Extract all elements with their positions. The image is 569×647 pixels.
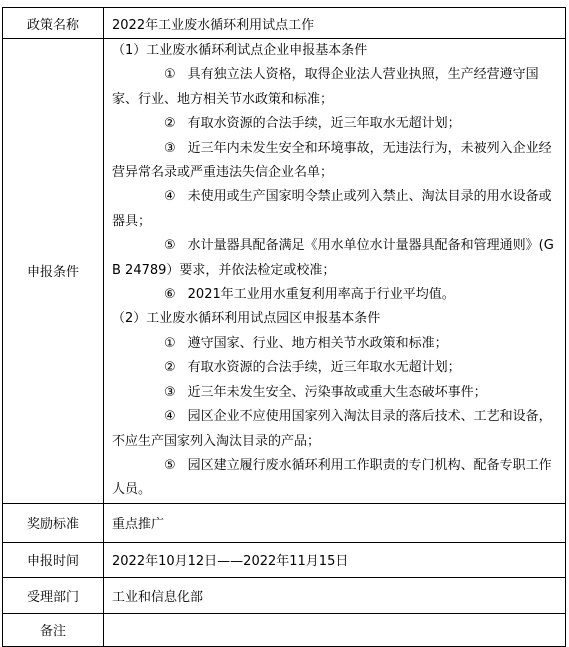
item-number: ③ xyxy=(164,140,176,156)
department-value: 工业和信息化部 xyxy=(104,577,566,613)
item-number: ② xyxy=(164,360,176,376)
time-row xyxy=(3,542,566,577)
reward-label: 奖励标准 xyxy=(3,503,104,542)
conditions-row xyxy=(3,39,566,504)
item-number: ① xyxy=(164,335,176,351)
park-condition-5 xyxy=(112,454,559,503)
note-label: 备注 xyxy=(3,613,104,646)
policy-name-value: 2022年工业废水循环利用试点工作 xyxy=(104,8,566,39)
reward-value: 重点推广 xyxy=(104,503,566,542)
enterprise-condition-6 xyxy=(112,283,559,307)
conditions-label: 申报条件 xyxy=(3,39,104,504)
item-number: ⑤ xyxy=(164,457,176,473)
park-condition-3 xyxy=(112,381,559,405)
item-number: ④ xyxy=(164,409,176,425)
item-number: ⑤ xyxy=(164,238,176,254)
item-text: 遵守国家、行业、地方相关节水政策和标准； xyxy=(187,335,448,351)
item-text: 园区建立履行废水循环利用工作职责的专门机构、配备专职工作人员。 xyxy=(112,457,552,498)
item-number: ① xyxy=(164,67,176,83)
time-value: 2022年10月12日——2022年11月15日 xyxy=(104,542,566,577)
item-number: ④ xyxy=(164,189,176,205)
reward-row xyxy=(3,503,566,542)
enterprise-condition-3 xyxy=(112,137,559,186)
section-title-enterprise: （1）工业废水循环利试点企业申报基本条件 xyxy=(112,43,368,58)
item-text: 近三年未发生安全、污染事故或重大生态破坏事件； xyxy=(187,384,487,400)
item-text: 园区企业不应使用国家列入淘汰目录的落后技术、工艺和设备，不应生产国家列入淘汰目录的产品； xyxy=(112,409,552,449)
policy-name-label: 政策名称 xyxy=(3,8,104,39)
park-condition-4 xyxy=(112,405,559,454)
item-text: 有取水资源的合法手续，近三年取水无超计划； xyxy=(187,116,461,132)
item-number: ③ xyxy=(164,384,176,400)
item-text: 水计量器具配备满足《用水单位水计量器具配备和管理通则》(GB 24789）要求，并依法检定或校准； xyxy=(112,238,554,278)
park-condition-2 xyxy=(112,356,559,380)
item-text: 近三年内未发生安全和环境事故，无违法行为，未被列入企业经营异常名录或严重违法失信企业名单； xyxy=(112,140,552,181)
item-text: 未使用或生产国家明令禁止或列入禁止、淘汰目录的用水设备或器具； xyxy=(112,189,552,229)
note-value xyxy=(104,613,566,646)
item-text: 2021年工业用水重复利用率高于行业平均值。 xyxy=(187,287,455,303)
section-title-park: （2）工业废水循环利用试点园区申报基本条件 xyxy=(112,311,381,327)
conditions-block xyxy=(112,39,559,503)
time-label: 申报时间 xyxy=(3,542,104,577)
item-text: 具有独立法人资格，取得企业法人营业执照，生产经营遵守国家、行业、地方相关节水政策和标准； xyxy=(112,67,539,107)
enterprise-condition-2 xyxy=(112,112,559,136)
enterprise-condition-4 xyxy=(112,185,559,234)
department-row xyxy=(3,577,566,613)
enterprise-condition-1 xyxy=(112,63,559,112)
conditions-value xyxy=(104,39,566,504)
item-number: ② xyxy=(164,116,176,132)
department-label: 受理部门 xyxy=(3,577,104,613)
item-text: 有取水资源的合法手续，近三年取水无超计划； xyxy=(187,360,461,376)
note-row xyxy=(3,613,566,646)
enterprise-condition-5 xyxy=(112,234,559,283)
item-number: ⑥ xyxy=(164,287,176,303)
policy-name-row xyxy=(3,8,566,39)
park-condition-1 xyxy=(112,332,559,356)
policy-table xyxy=(2,7,566,647)
